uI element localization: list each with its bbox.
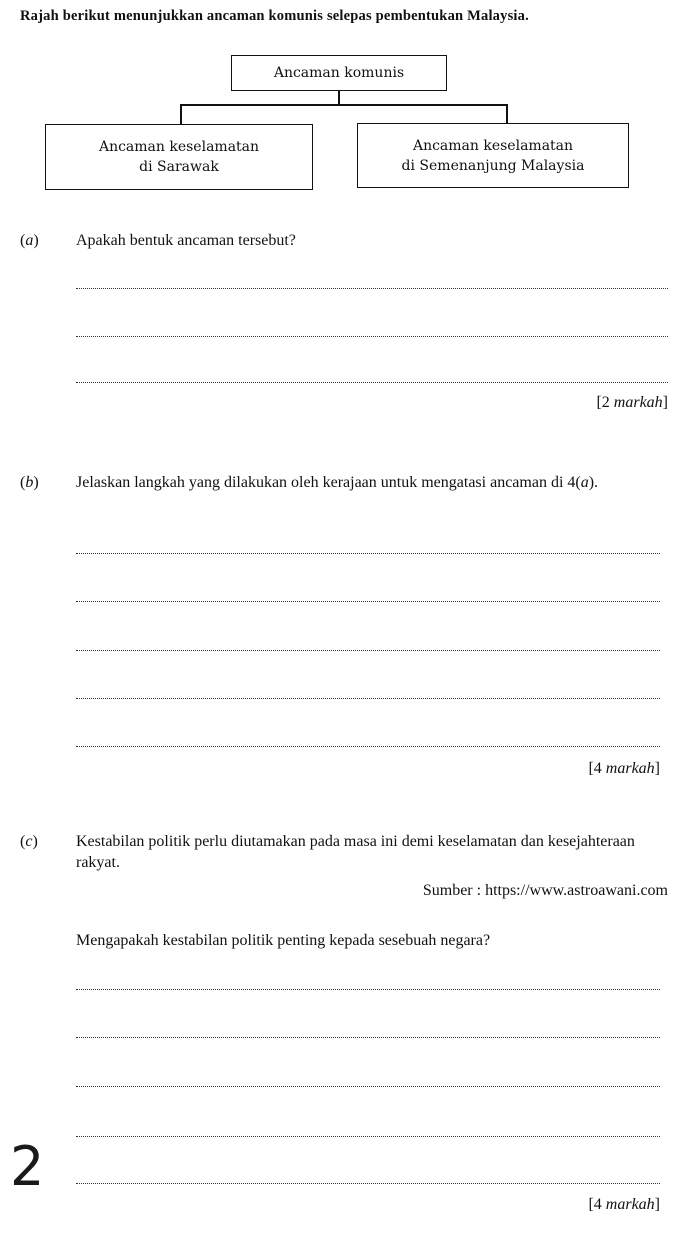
marks-b-prefix: [4 <box>588 760 606 777</box>
question-a-letter: a <box>25 232 34 249</box>
marks-c-word: markah <box>605 1196 655 1213</box>
question-c-text: Kestabilan politik perlu diutamakan pada masa ini demi keselamatan dan kesejahteraan rakyat. <box>76 833 635 871</box>
answer-line-b4[interactable] <box>76 698 660 699</box>
marks-b-word: markah <box>605 760 655 777</box>
marks-a-word: markah <box>613 394 663 411</box>
marks-a-suffix: ] <box>662 394 668 411</box>
diagram-root-box <box>231 55 447 91</box>
answer-line-a3[interactable] <box>76 382 668 383</box>
answer-line-b1[interactable] <box>76 553 660 554</box>
diagram-root-label: Ancaman komunis <box>273 65 405 81</box>
question-a-label: (a) <box>20 232 39 249</box>
question-c-letter: c <box>25 833 33 850</box>
answer-line-c3[interactable] <box>76 1086 660 1087</box>
question-c-question: Mengapakah kestabilan politik penting kepada sesebuah negara? <box>76 932 491 949</box>
marks-c-prefix: [4 <box>588 1196 606 1213</box>
marks-c <box>588 1196 660 1214</box>
question-b-label: (b) <box>20 474 39 491</box>
answer-line-c4[interactable] <box>76 1136 660 1137</box>
intro-text: Rajah berikut menunjukkan ancaman komunis selepas pembentukan Malaysia. <box>20 8 529 24</box>
answer-line-b2[interactable] <box>76 601 660 602</box>
diagram-right-line2: di Semenanjung Malaysia <box>401 157 585 174</box>
marks-c-suffix: ] <box>654 1196 660 1213</box>
page-number: 2 <box>10 1135 45 1198</box>
answer-line-a1[interactable] <box>76 288 668 289</box>
marks-a-prefix: [2 <box>596 394 614 411</box>
connector-vertical-left <box>180 104 182 124</box>
diagram-right-line1: Ancaman keselamatan <box>412 137 574 154</box>
marks-b <box>588 760 660 778</box>
connector-vertical-right <box>506 104 508 123</box>
source-text: Sumber : https://www.astroawani.com <box>422 882 668 899</box>
question-c-label: (c) <box>20 833 38 850</box>
marks-a <box>596 394 668 412</box>
answer-line-a2[interactable] <box>76 336 668 337</box>
answer-line-b5[interactable] <box>76 746 660 747</box>
question-a-text: Apakah bentuk ancaman tersebut? <box>76 232 296 249</box>
connector-horizontal <box>180 104 507 106</box>
question-b-letter: b <box>25 474 34 491</box>
answer-line-b3[interactable] <box>76 650 660 651</box>
diagram-left-line1: Ancaman keselamatan <box>98 139 260 155</box>
diagram-left-line2: di Sarawak <box>139 159 219 175</box>
connector-vertical-root <box>338 91 340 105</box>
answer-line-c2[interactable] <box>76 1037 660 1038</box>
question-b-text: Jelaskan langkah yang dilakukan oleh kerajaan untuk mengatasi ancaman di 4(a). <box>76 474 599 491</box>
answer-line-c1[interactable] <box>76 989 660 990</box>
answer-line-c5[interactable] <box>76 1183 660 1184</box>
diagram-right-box <box>357 123 629 188</box>
marks-b-suffix: ] <box>654 760 660 777</box>
diagram-left-box <box>45 124 313 190</box>
